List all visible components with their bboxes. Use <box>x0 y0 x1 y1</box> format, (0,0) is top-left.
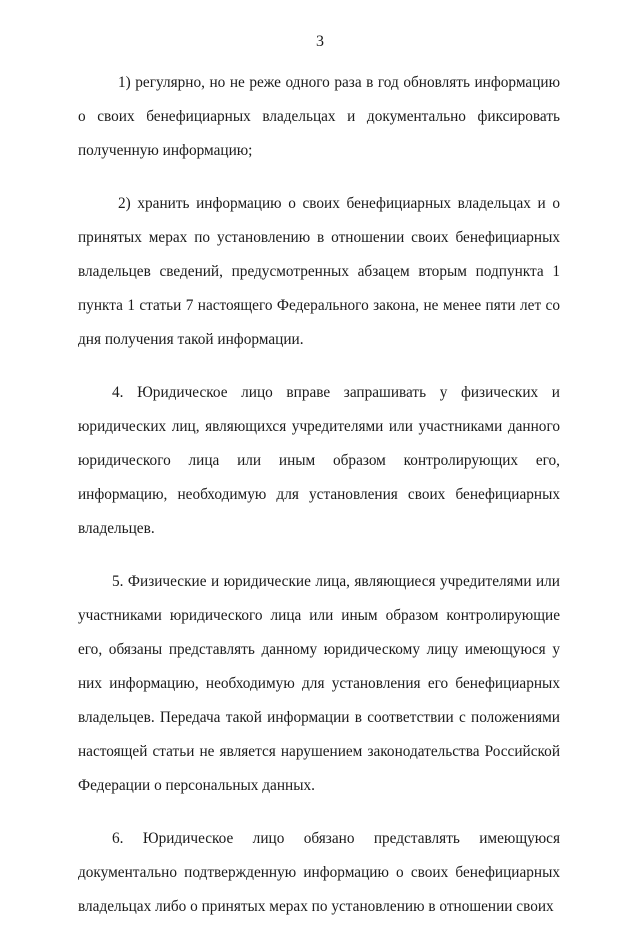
page-number: 3 <box>316 33 324 50</box>
paragraph-section-6: 6. Юридическое лицо обязано представлять имеющуюся документально подтвержденную информацию о своих бенефициарных владельцах либо о принятых мерах по установлению в отношении своих <box>78 830 560 915</box>
paragraph-item-1: 1) регулярно, но не реже одного раза в год обновлять информацию о своих бенефициарных владельцах и документально фиксировать полученную информацию; <box>78 74 560 159</box>
paragraph-section-4: 4. Юридическое лицо вправе запрашивать у физических и юридических лиц, являющихся учредителями или участниками данного юридического лица или иным образом контролирующих его, информацию, необходимую для установления своих бенефициарных владельцев. <box>78 384 560 537</box>
document-body <box>78 66 560 943</box>
paragraph-item-2: 2) хранить информацию о своих бенефициарных владельцах и о принятых мерах по установлению в отношении своих бенефициарных владельцев сведений, предусмотренных абзацем вторым подпункта 1 пункта 1 статьи 7 настоящего Федерального закона, не менее пяти лет со дня получения такой информации. <box>78 195 560 348</box>
paragraph-section-5: 5. Физические и юридические лица, являющиеся учредителями или участниками юридического лица или иным образом контролирующие его, обязаны представлять данному юридическому лицу имеющуюся у них информацию, необходимую для установления его бенефициарных владельцев. Передача такой информации в соответствии с положениями настоящей статьи не является нарушением законодательства Российской Федерации о персональных данных. <box>78 573 560 794</box>
